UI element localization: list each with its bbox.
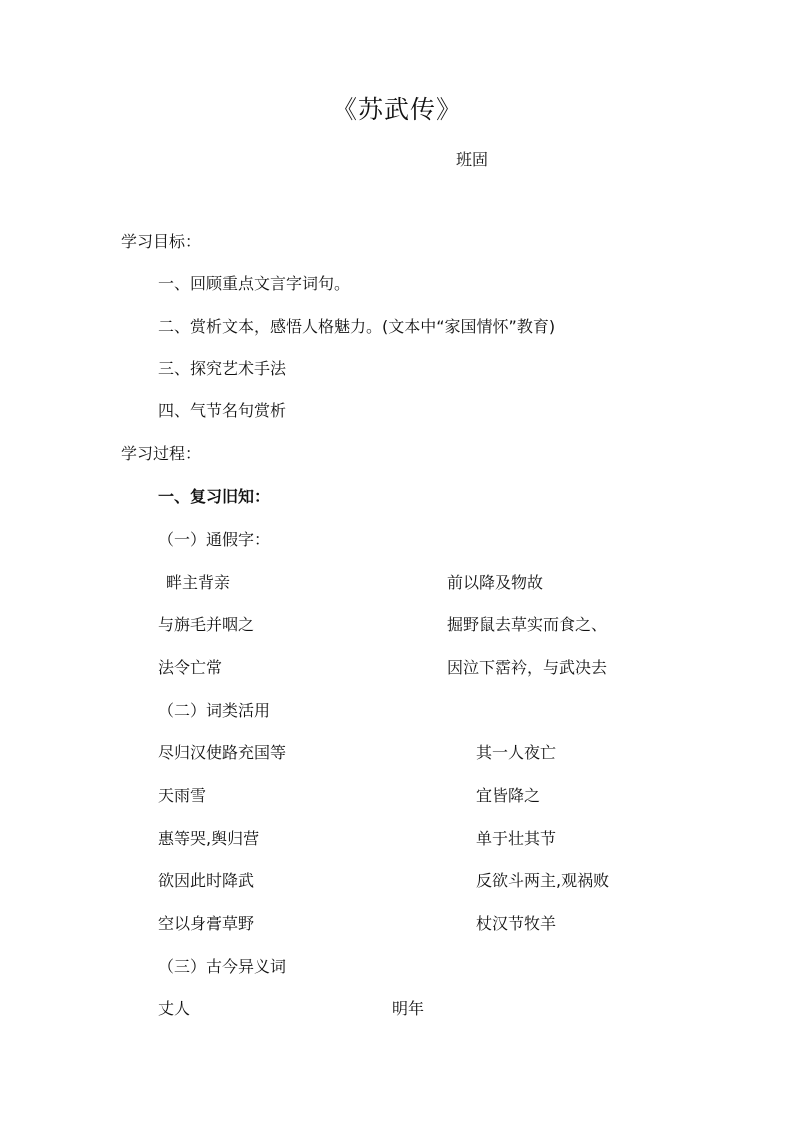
objective-item: 二、赏析文本，感悟人格魅力。(文本中“家国情怀”教育) — [158, 317, 556, 336]
list-item: 其一人夜亡 — [476, 743, 557, 762]
objective-item: 一、回顾重点文言字词句。 — [158, 274, 351, 293]
list-item: 天雨雪 — [158, 786, 207, 805]
list-item: 欲因此时降武 — [158, 871, 255, 890]
list-item: 空以身膏草野 — [158, 914, 255, 933]
subsection-heading: （三）古今异义词 — [158, 957, 287, 976]
list-item: 反欲斗两主,观祸败 — [476, 871, 610, 890]
subsection-heading: （一）通假字： — [158, 530, 271, 549]
objective-item: 四、气节名句赏析 — [158, 401, 287, 420]
list-item: 丈人 — [158, 999, 191, 1018]
list-item: 单于壮其节 — [476, 829, 557, 848]
list-item: 前以降及物故 — [447, 573, 544, 592]
list-item: 宜皆降之 — [476, 786, 541, 805]
list-item: 因泣下霑衿，与武决去 — [447, 658, 608, 677]
list-item: 畔主背亲 — [166, 573, 231, 592]
list-item: 法令亡常 — [158, 658, 223, 677]
list-item: 与旃毛并咽之 — [158, 615, 255, 634]
process-heading: 学习过程： — [121, 444, 202, 463]
list-item: 杖汉节牧羊 — [476, 914, 557, 933]
author-name: 班固 — [456, 150, 489, 169]
document-title: 《苏武传》 — [331, 95, 462, 124]
objectives-heading: 学习目标： — [121, 232, 202, 251]
section-heading: 一、复习旧知： — [158, 487, 271, 506]
list-item: 惠等哭,舆归营 — [158, 829, 260, 848]
list-item: 尽归汉使路充国等 — [158, 743, 287, 762]
list-item: 掘野鼠去草实而食之、 — [447, 615, 608, 634]
subsection-heading: （二）词类活用 — [158, 701, 271, 720]
list-item: 明年 — [392, 999, 425, 1018]
objective-item: 三、探究艺术手法 — [158, 359, 287, 378]
